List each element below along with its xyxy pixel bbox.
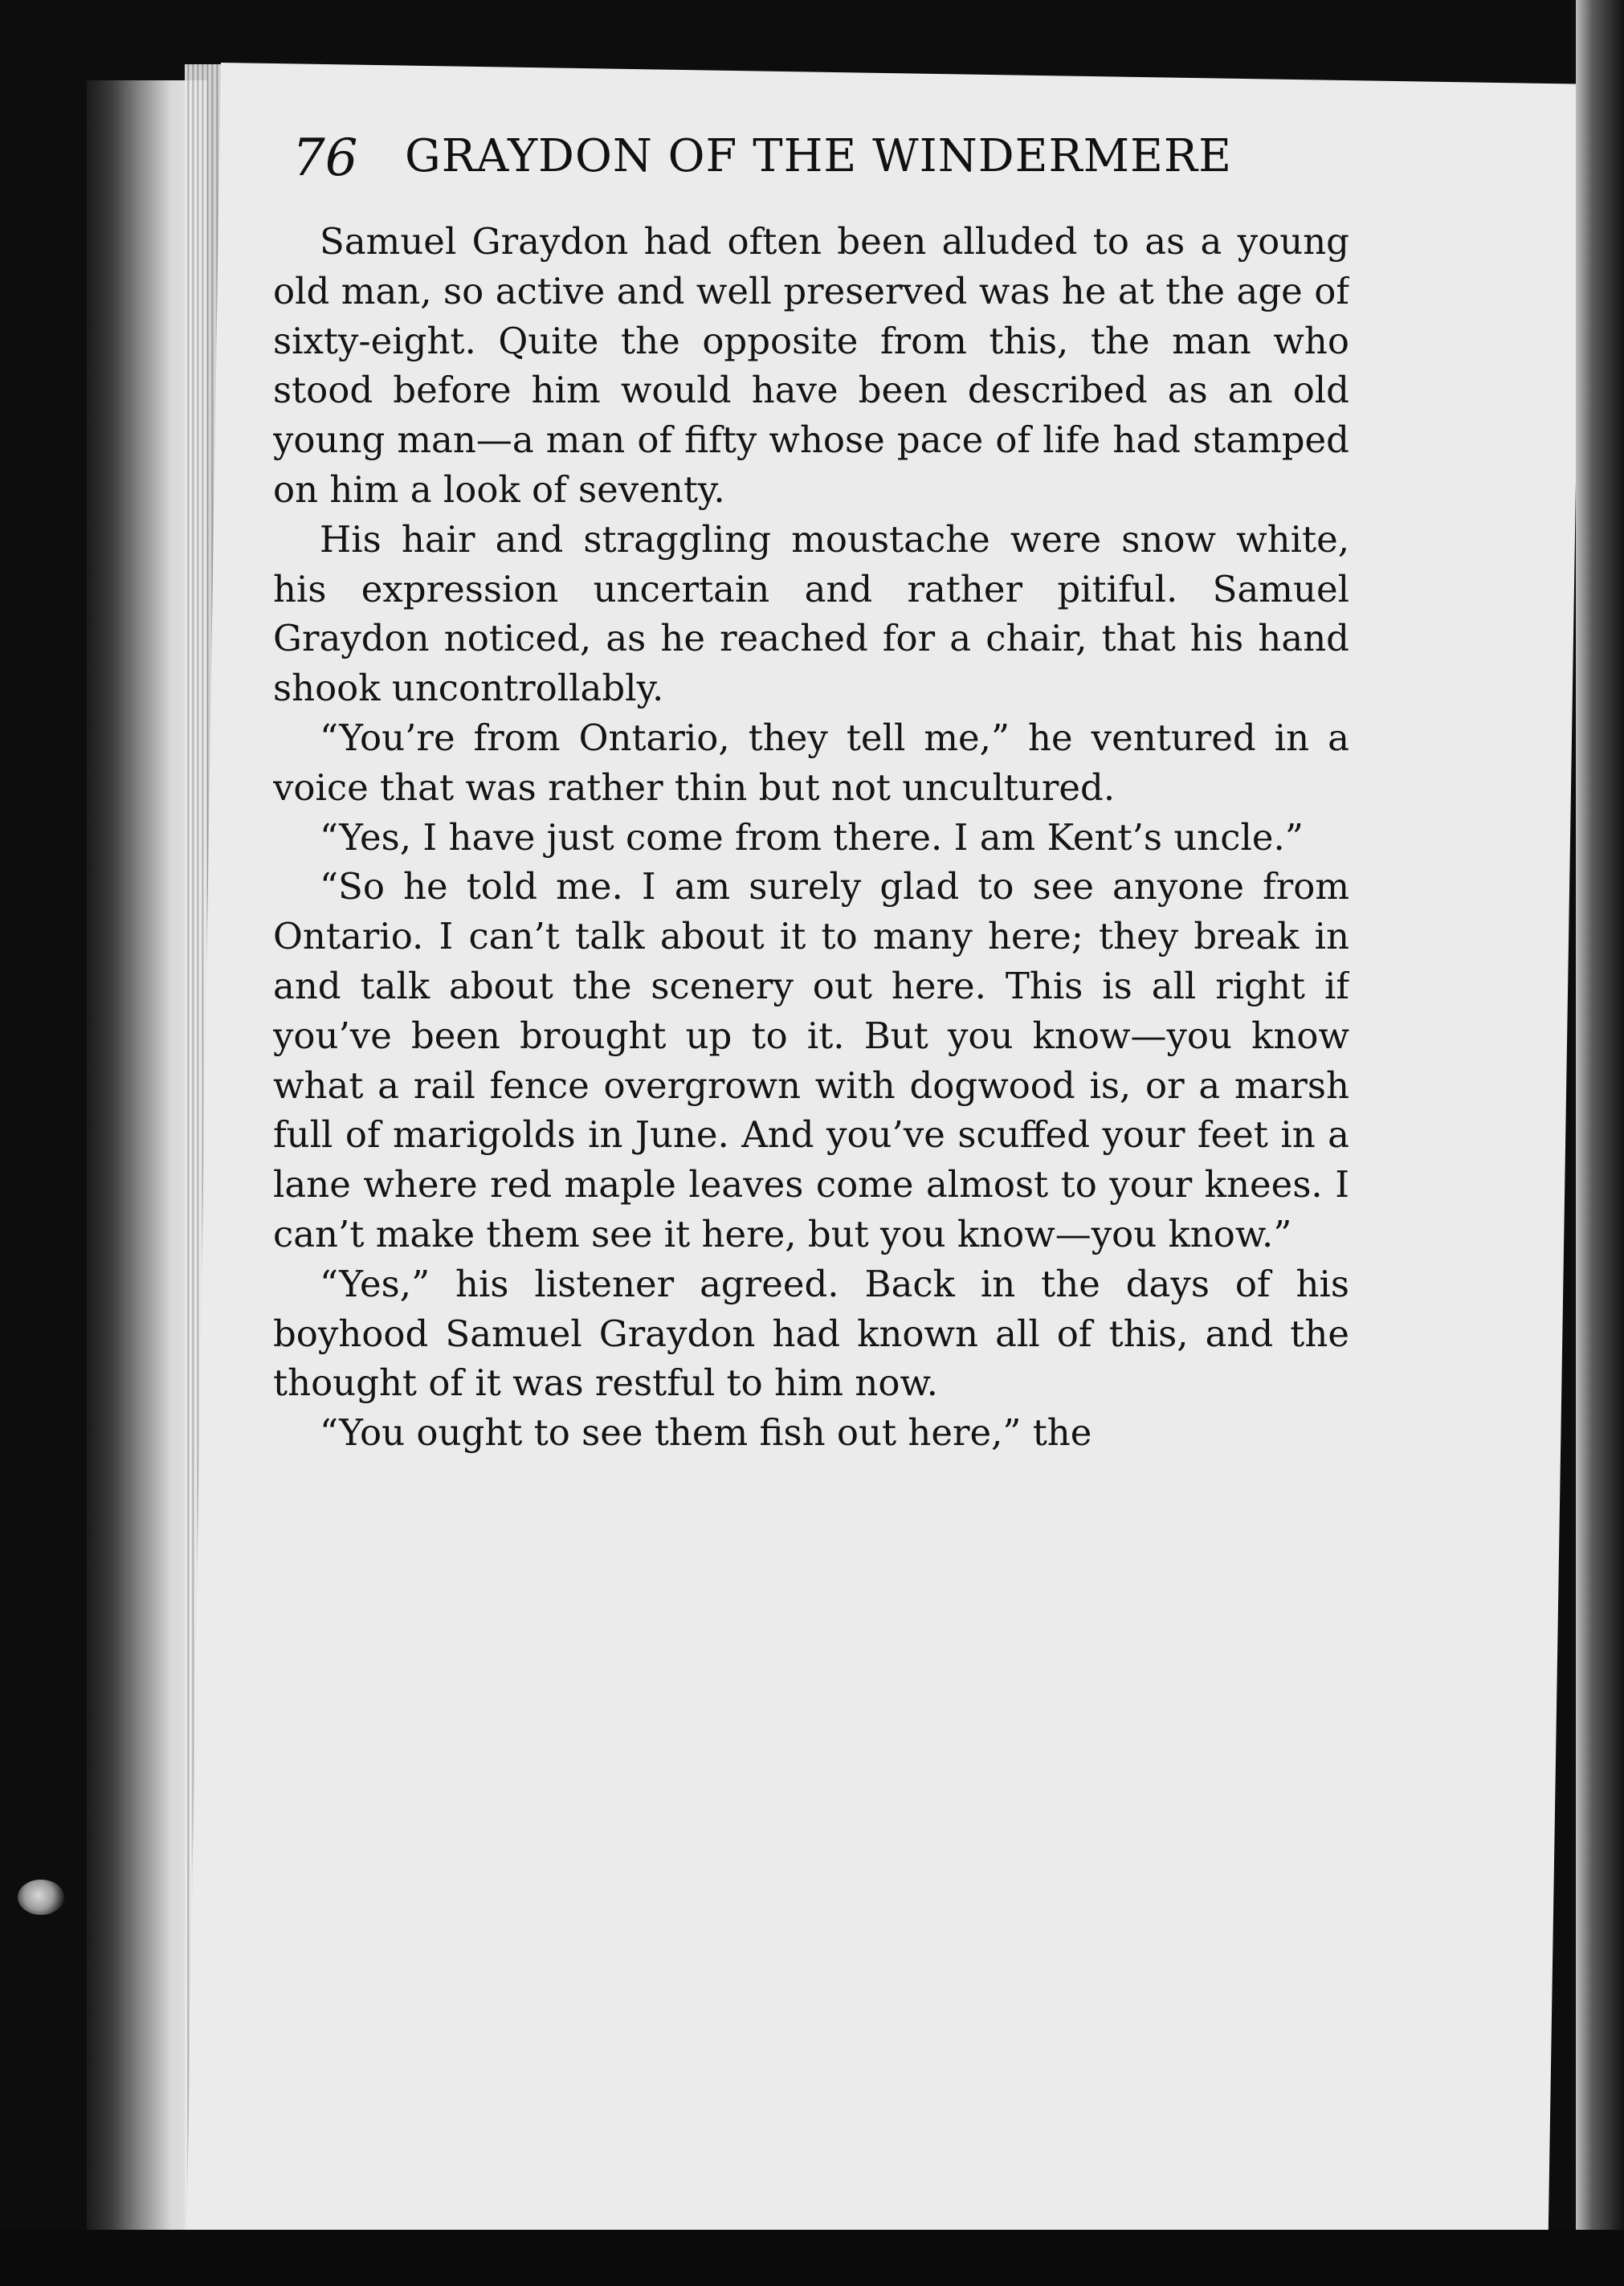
body-text [273, 217, 1349, 1847]
bottom-dark-border [0, 2230, 1624, 2286]
scan-blemish [18, 1880, 64, 1915]
paragraph: “You’re from Ontario, they tell me,” he ventured in a voice that was rather thin but not uncultured. [273, 716, 1349, 809]
paragraph: “You ought to see them fish out here,” the [320, 1411, 1092, 1455]
paragraph: Samuel Graydon had often been alluded to as a young old man, so active and well preserved was he at the age of sixty-eight. Quite the opposite from this, the man who stood before him would have been described as an old young man—a man of fifty whose pace of life had stamped on him a look of seventy. [273, 220, 1349, 511]
paragraph: His hair and straggling moustache were snow white, his expression uncertain and rather pitiful. Samuel Graydon noticed, as he reached for a chair, that his hand shook uncontrollably. [273, 517, 1349, 710]
paragraph: “Yes, I have just come from there. I am Kent’s uncle.” [320, 815, 1304, 859]
paragraph: “Yes,” his listener agreed. Back in the days of his boyhood Samuel Graydon had known all of this, and the thought of it was restful to him now. [273, 1262, 1349, 1405]
paragraph: “So he told me. I am surely glad to see anyone from Ontario. I can’t talk about it to many here; they break in and talk about the scenery out here. This is all right if you’ve been brought up to it. But you know—you know what a rail fence overgrown with dogwood is, or a marsh full of marigolds in June. And you’ve scuffed your feet in a lane where red maple leaves come almost to your knees. I can’t make them see it here, but you know—you know.” [273, 865, 1349, 1255]
page-header [292, 129, 1497, 201]
right-binding-shadow [1576, 0, 1624, 2286]
page-number: 76 [292, 129, 358, 188]
running-title: GRAYDON OF THE WINDERMERE [405, 130, 1232, 182]
